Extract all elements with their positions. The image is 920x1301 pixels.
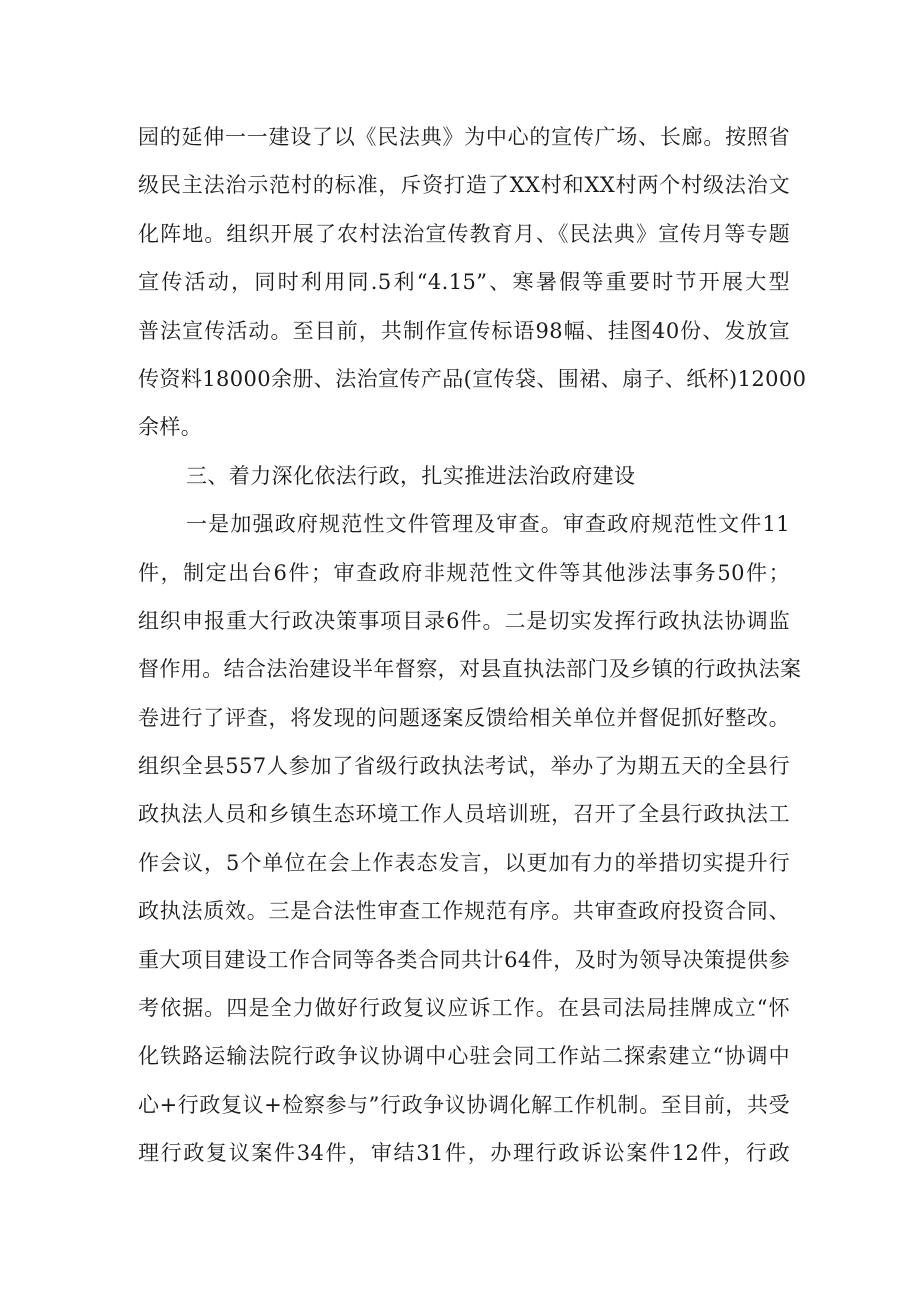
text-line: 考依据。四是全力做好行政复议应诉工作。在县司法局挂牌成立“怀 bbox=[138, 996, 790, 1021]
text-line: 卷进行了评查，将发现的问题逐案反馈给相关单位并督促抓好整改。 bbox=[138, 705, 790, 730]
text-line: 化铁路运输法院行政争议协调中心驻会同工作站二探索建立“协调中 bbox=[138, 1044, 790, 1069]
text-line: 心+行政复议+检察参与”行政争议协调化解工作机制。至目前，共受 bbox=[138, 1092, 790, 1117]
text-line: 政执法人员和乡镇生态环境工作人员培训班，召开了全县行政执法工 bbox=[138, 802, 790, 827]
text-line: 普法宣传活动。至目前，共制作宣传标语98幅、挂图40份、发放宣 bbox=[138, 318, 790, 343]
document-body bbox=[138, 113, 807, 1178]
text-line: 重大项目建设工作合同等各类合同共计64件，及时为领导决策提供参 bbox=[138, 947, 790, 972]
text-line: 园的延伸一一建设了以《民法典》为中心的宣传广场、长廊。按照省 bbox=[138, 125, 790, 149]
text-line: 级民主法治示范村的标准，斥资打造了XX村和XX村两个村级法治文 bbox=[138, 173, 790, 198]
paragraph-1 bbox=[138, 113, 807, 452]
text-line: 宣传活动，同时利用同.5利“4.15”、寒暑假等重要时节开展大型 bbox=[138, 270, 790, 295]
text-line: 余样。 bbox=[138, 415, 203, 440]
text-line: 组织申报重大行政决策事项目录6件。二是切实发挥行政执法协调监 bbox=[138, 608, 790, 633]
text-line: 件，制定出台6件；审查政府非规范性文件等其他涉法事务50件； bbox=[138, 560, 790, 585]
section-heading: 三、着力深化依法行政，扎实推进法治政府建设 bbox=[186, 463, 636, 488]
text-line: 理行政复议案件34件，审结31件，办理行政诉讼案件12件，行政 bbox=[138, 1141, 790, 1166]
text-line: 督作用。结合法治建设半年督察，对县直执法部门及乡镇的行政执法案 bbox=[138, 657, 802, 682]
text-line: 传资料18000余册、法治宣传产品(宣传袋、围裙、扇子、纸杯)12000 bbox=[138, 366, 807, 391]
text-line: 作会议，5个单位在会上作表态发言，以更加有力的举措切实提升行 bbox=[138, 850, 790, 875]
text-line: 组织全县557人参加了省级行政执法考试，举办了为期五天的全县行 bbox=[138, 754, 790, 779]
paragraph-2 bbox=[138, 500, 802, 1177]
text-line: 一是加强政府规范性文件管理及审查。审查政府规范性文件11 bbox=[186, 512, 790, 537]
text-line: 化阵地。组织开展了农村法治宣传教育月、《民法典》宣传月等专题 bbox=[138, 221, 790, 246]
text-line: 政执法质效。三是合法性审查工作规范有序。共审查政府投资合同、 bbox=[138, 899, 790, 924]
